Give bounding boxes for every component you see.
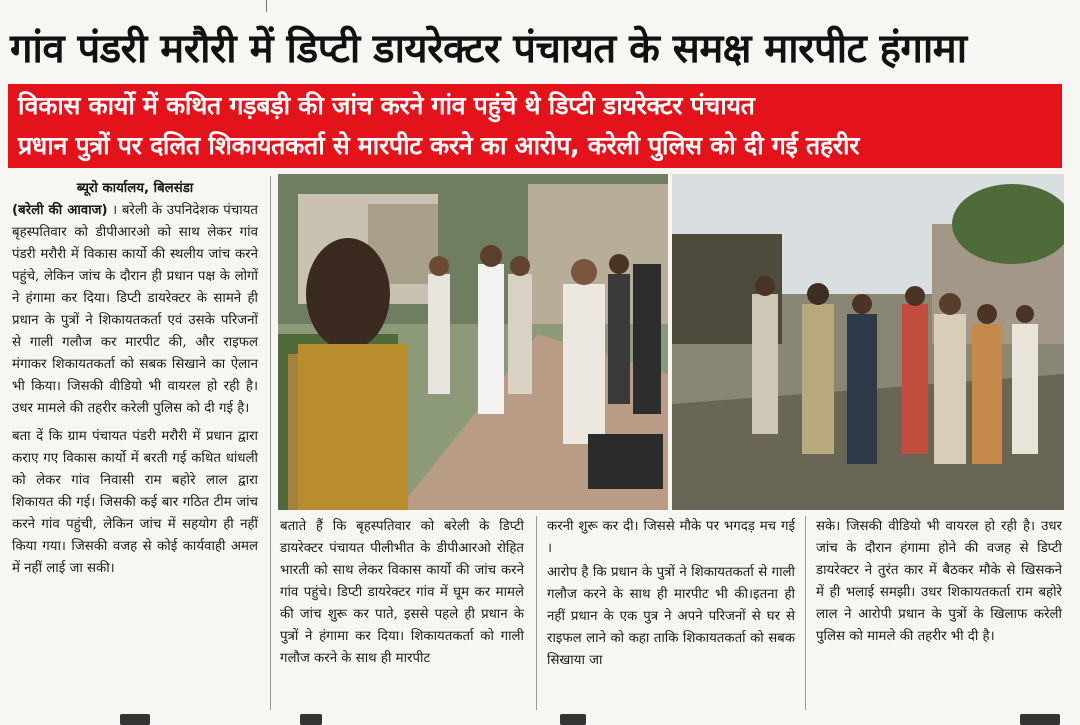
photo-village-scuffle (672, 174, 1064, 510)
next-article-strip (0, 712, 1080, 725)
article-paragraph: आरोप है कि प्रधान के पुत्रों ने शिकायतकर्ता से गाली गलौज करने के साथ ही मारपीट भी की।इतना ही नहीं प्रधान के एक पुत्र ने अपने परिजनों से घर से राइफल लाने को कहा ताकि शिकायतकर्ता को सबक सिखाया जा (547, 565, 795, 668)
article-column-4 (816, 516, 1062, 648)
subheadline-banner (8, 84, 1062, 168)
article-paragraph: सके। जिसकी वीडियो भी वायरल हो रही है। उधर जांच के दौरान हंगामा होने की वजह से डिप्टी डायरेक्टर ने तुरंत कार में बैठकर मौके से खिसकने में ही भलाई समझी। उधर शिकायतकर्ता राम बहोरे लाल ने आरोपी प्रधान के पुत्रों के खिलाफ करेली पुलिस को मामले की तहरीर भी दी है। (816, 519, 1062, 644)
article-column-2 (280, 516, 524, 670)
subheadline-line-2: प्रधान पुत्रों पर दलित शिकायतकर्ता से मारपीट करने का आरोप, करेली पुलिस को दी गई तहरीर (18, 131, 860, 160)
article-column-3 (547, 516, 795, 672)
source-credit: (बरेली की आवाज) (12, 203, 108, 218)
article-paragraph: करनी शुरू कर दी। जिससे मौके पर भगदड़ मच गई । (547, 519, 795, 556)
article-paragraph: बताते हैं कि बृहस्पतिवार को बरेली के डिप्टी डायरेक्टर पंचायत पीलीभीत के डीपीआरओ रोहित भारती को साथ लेकर विकास कार्यो की जांच करने गांव पहुंचे। डिप्टी डायरेक्टर गांव में घूम कर मामले की जांच शुरू कर पाते, इससे पहले ही प्रधान के पुत्रों ने हंगामा कर दिया। शिकायतकर्ता को गाली गलौज करने के साथ ही मारपीट (280, 519, 524, 666)
column-divider (805, 516, 806, 710)
article-column-1 (12, 178, 258, 580)
subheadline-line-1: विकास कार्यो में कथित गड़बड़ी की जांच करने गांव पहुंचे थे डिप्टी डायरेक्टर पंचायत (18, 91, 755, 120)
headline: गांव पंडरी मरौरी में डिप्टी डायरेक्टर पंचायत के समक्ष मारपीट हंगामा (10, 26, 967, 72)
article-paragraph: बता दें कि ग्राम पंचायत पंडरी मरौरी में प्रधान द्वारा कराए गए विकास कार्यो में बरती गई कथित धांधली को लेकर गांव निवासी राम बहोरे लाल द्वारा शिकायत की गई। जिसकी कई बार गठित टीम जांच करने गांव पहुंची, लेकिन जांच में सहयोग ही नहीं किया गया। जिसकी वजह से कोई कार्यवाही अमल में नहीं लाई जा सकी। (12, 429, 258, 576)
column-rule-top (266, 0, 267, 12)
article-lead-text: । बरेली के उपनिदेशक पंचायत बृहस्पतिवार को डीपीआरओ को साथ लेकर गांव पंडरी मरौरी में विकास कार्यो की स्थलीय जांच करने पहुंचे, लेकिन जांच के दौरान ही प्रधान पक्ष के लोगों ने हंगामा कर दिया। डिप्टी डायरेक्टर के सामने ही प्रधान के पुत्रों ने शिकायतकर्ता एवं उसके परिजनों से गाली गलौज कर मारपीट की, और राइफल मंगाकर शिकायतकर्ता को सबक सिखाने का ऐलान भी किया। जिसकी वीडियो भी वायरल हो रही है। उधर मामले की तहरीर करेली पुलिस को दी गई है। (12, 203, 258, 416)
photo-inspection-officials (278, 174, 668, 510)
column-divider (536, 516, 537, 710)
article-lead-paragraph (12, 200, 258, 420)
column-divider (270, 176, 271, 710)
bureau-dateline: ब्यूरो कार्यालय, बिलसंडा (76, 181, 194, 196)
previous-page-strip (0, 0, 1080, 14)
